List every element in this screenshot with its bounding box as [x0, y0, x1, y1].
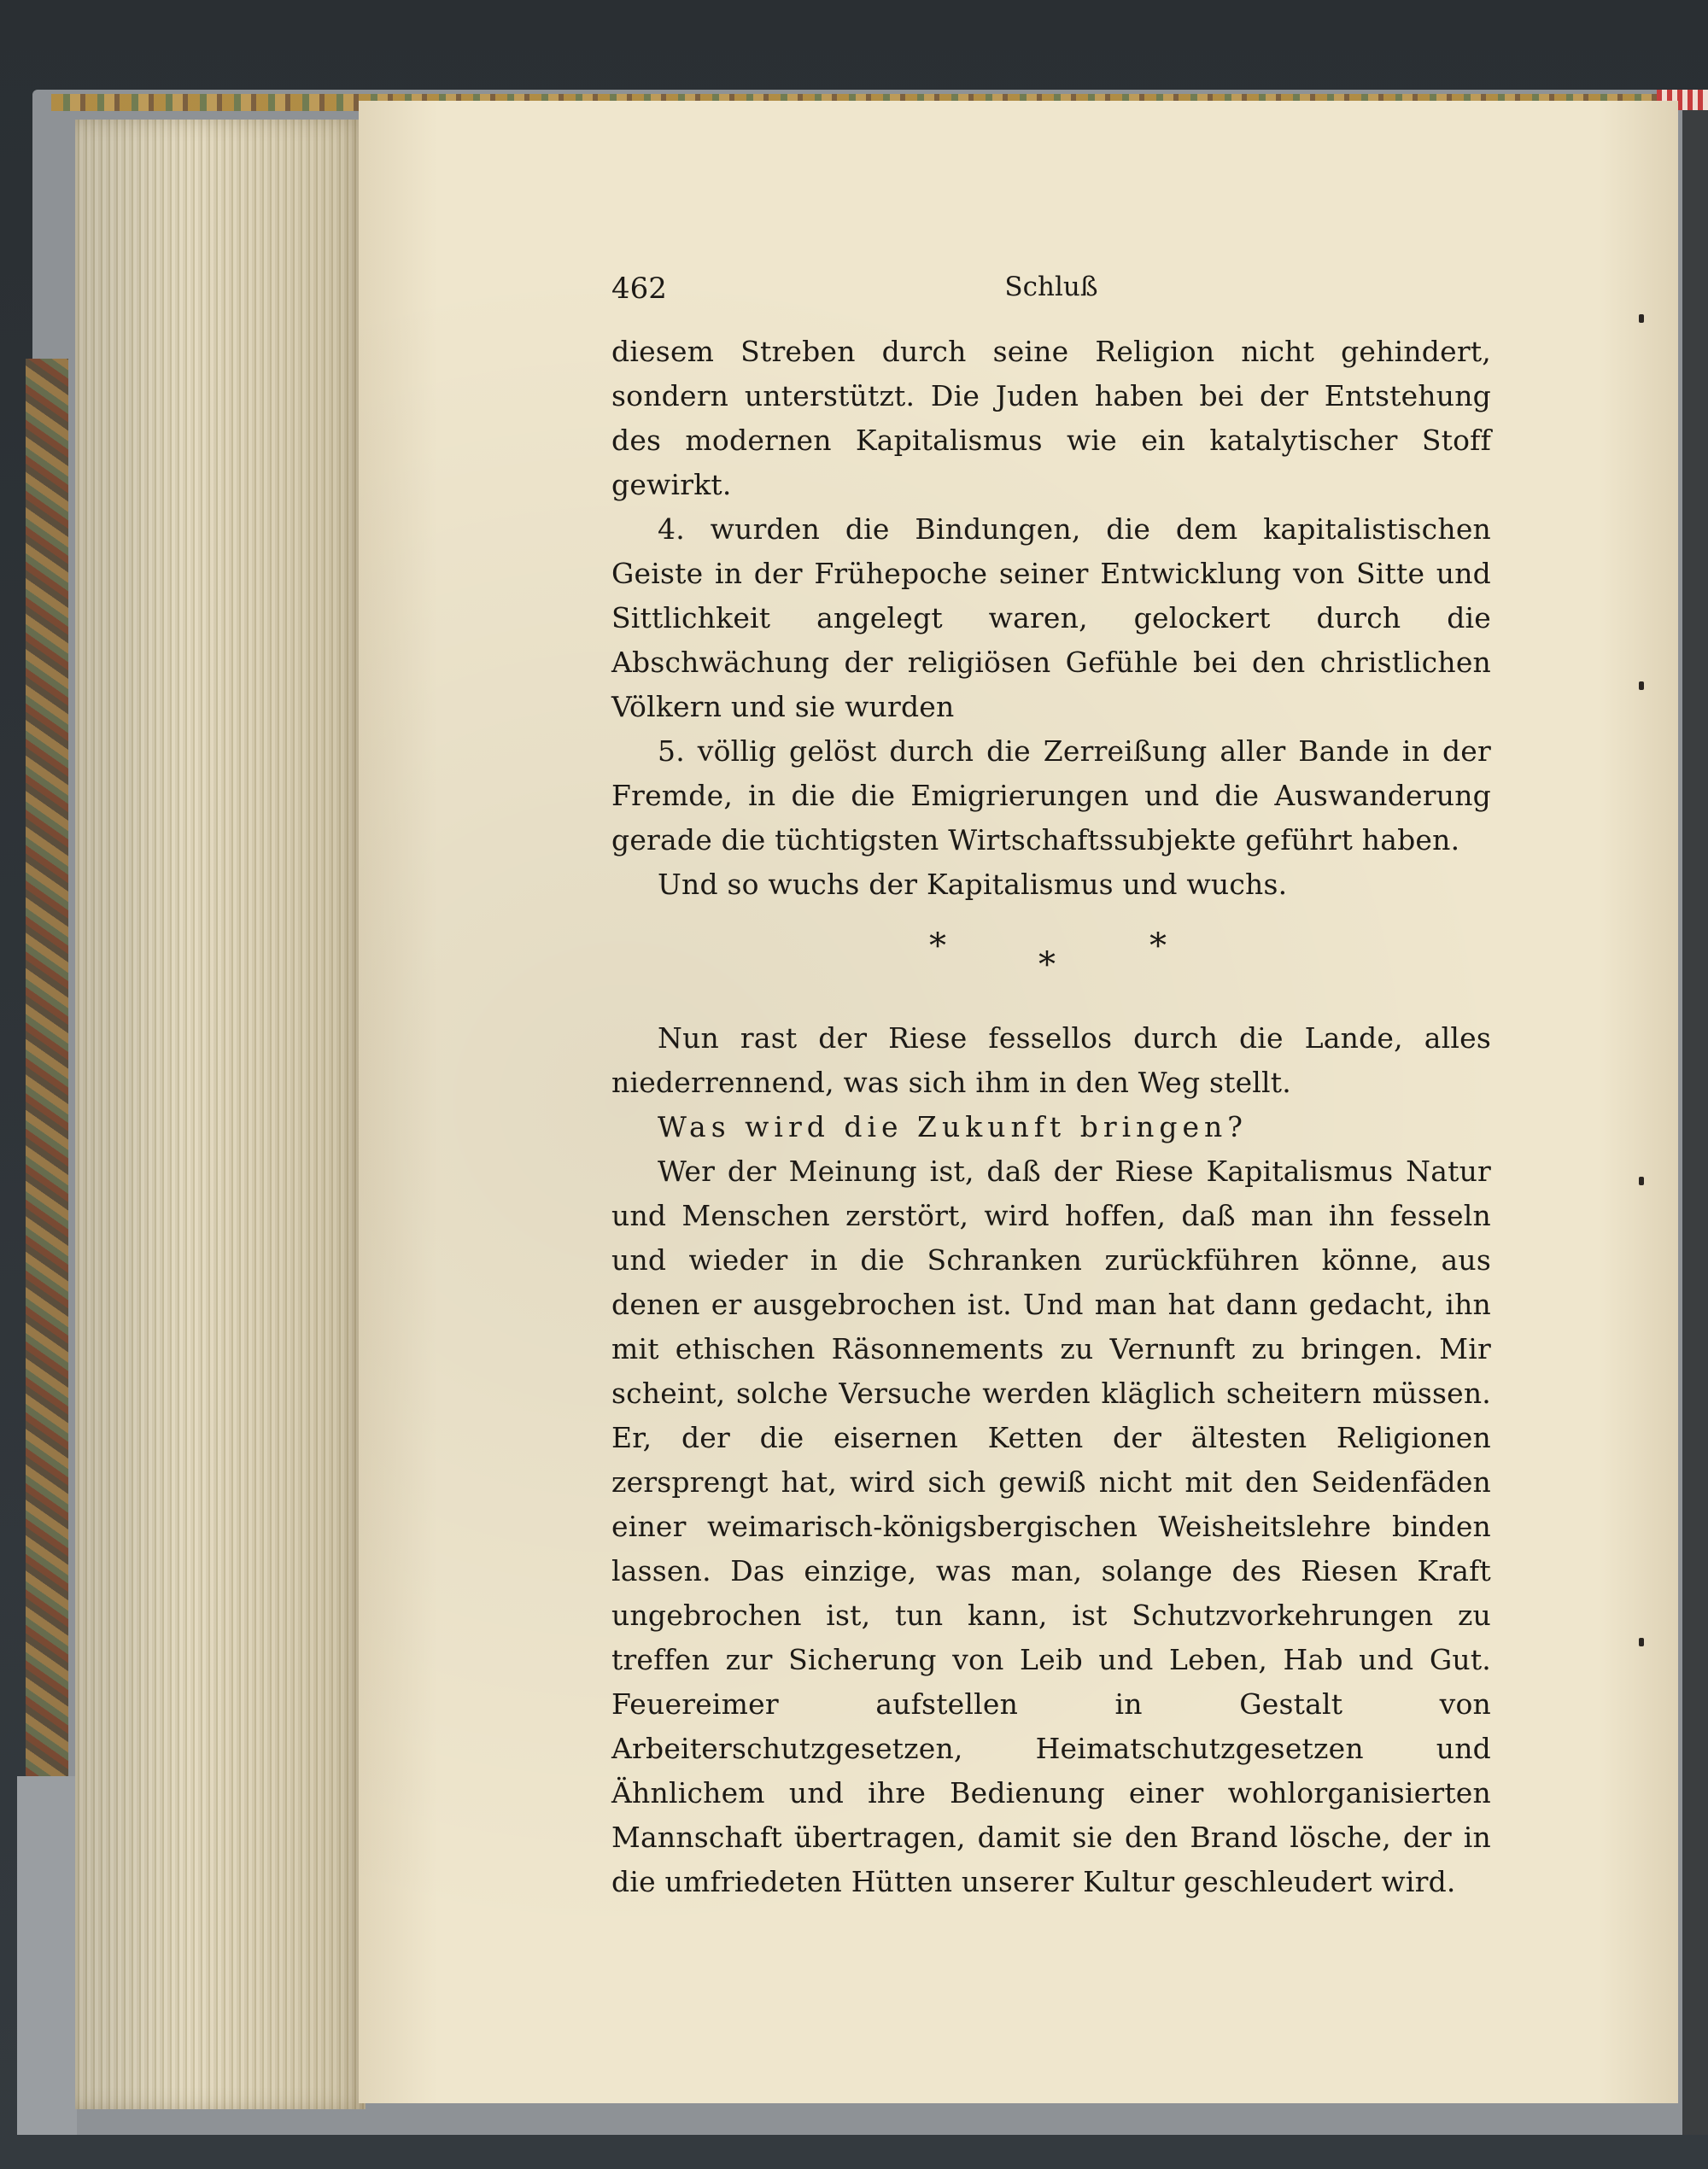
paragraph-riese: Nun rast der Riese fessellos durch die Lande, alles niederrennend, was sich ihm in den Weg stellt.	[611, 1021, 1491, 1099]
page-header	[611, 272, 1491, 330]
separator-star: *	[1038, 945, 1056, 985]
paragraph-question: Was wird die Zukunft bringen?	[658, 1110, 1248, 1143]
running-title: Schluß	[1004, 272, 1098, 302]
separator-star: *	[929, 927, 946, 966]
page-edges-shadow	[75, 120, 366, 2109]
book-page	[359, 101, 1678, 2103]
marbled-board	[26, 359, 68, 1810]
paragraph-final: Wer der Meinung ist, daß der Riese Kapitalismus Natur und Menschen zerstört, wird hoffen, daß man ihn fesseln und wieder in die Schranken zurückführen könne, aus denen er ausgebrochen ist. Und man hat dann gedacht, ihn mit ethischen Räsonnements zu Vernunft zu bringen. Mir scheint, solche Versuche werden kläglich scheitern müssen. Er, der die eisernen Ketten der ältesten Religionen zersprengt hat, wird sich gewiß nicht mit den Seidenfäden einer weimarisch-königsbergischen Weisheitslehre binden lassen. Das einzige, was man, solange des Riesen Kraft ungebrochen ist, tun kann, ist Schutzvorkehrungen zu treffen zur Sicherung von Leib und Leben, Hab und Gut. Feuereimer aufstellen in Gestalt von Arbeiterschutzgesetzen, Heimatschutzgesetzen und Ähnlichem und ihre Bedienung einer wohlorganisierten Mannschaft übertragen, damit sie den Brand lösche, der in die umfriedeten Hütten unserer Kultur geschleudert wird.	[611, 1155, 1491, 1898]
text-column	[611, 272, 1491, 1904]
gutter-mark	[1639, 681, 1644, 690]
separator-star: *	[1149, 927, 1167, 966]
section-separator	[611, 914, 1491, 1016]
paragraph-continuation: diesem Streben durch seine Religion nicht gehindert, sondern unterstützt. Die Juden haben bei der Entstehung des modernen Kapitalismus wie ein katalytischer Stoff gewirkt.	[611, 335, 1491, 501]
board-corner	[17, 1776, 77, 2135]
gutter-mark	[1639, 1177, 1644, 1185]
gutter-mark	[1639, 314, 1644, 323]
paragraph-conclusion: Und so wuchs der Kapitalismus und wuchs.	[658, 868, 1288, 901]
paragraph-point-4: 4. wurden die Bindungen, die dem kapitalistischen Geiste in der Frühepoche seiner Entwicklung von Sitte und Sittlichkeit angelegt waren, gelockert durch die Abschwächung der religiösen Gefühle bei den christlichen Völkern und sie wurden	[611, 512, 1491, 723]
paragraph-point-5: 5. völlig gelöst durch die Zerreißung aller Bande in der Fremde, in die die Emigrierungen und die Auswanderung gerade die tüchtigsten Wirtschaftssubjekte geführt haben.	[611, 734, 1491, 856]
book-right-edge	[1682, 94, 1708, 2135]
page-number: 462	[611, 272, 667, 306]
gutter-marks	[1639, 314, 1644, 1851]
gutter-mark	[1639, 1638, 1644, 1646]
